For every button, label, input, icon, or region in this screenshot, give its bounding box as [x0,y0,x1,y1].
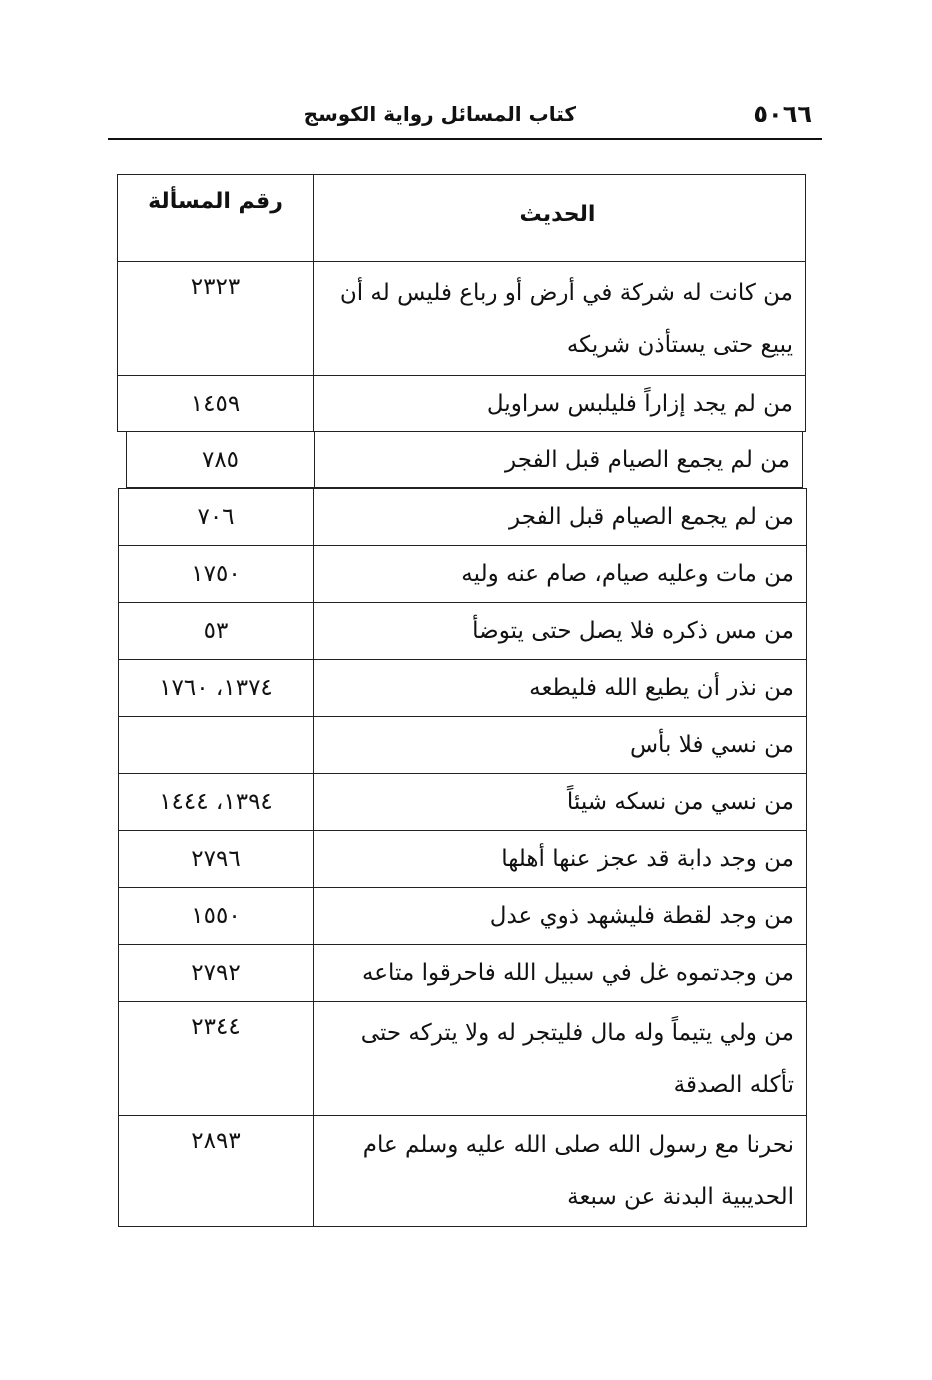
issue-number: ٢٧٩٢ [119,945,314,1002]
hadith-text: من لم يجمع الصيام قبل الفجر [314,489,807,546]
table-row [119,945,807,1002]
hadith-text: من مس ذكره فلا يصل حتى يتوضأ [314,603,807,660]
issue-number: ١٣٩٤، ١٤٤٤ [119,774,314,831]
issue-number: ٥٣ [119,603,314,660]
hadith-text: من ولي يتيماً وله مال فليتجر له ولا يتركه حتى تأكله الصدقة [314,1002,807,1116]
issue-number: ١٧٥٠ [119,546,314,603]
page-number: ٥٠٦٦ [753,100,812,128]
table-row [119,717,807,774]
issue-number: ٢٨٩٣ [119,1116,314,1227]
hadith-index-table-part-2 [126,431,803,488]
hadith-text: من وجد لقطة فليشهد ذوي عدل [314,888,807,945]
table-header-row [118,175,806,262]
issue-number: ٢٣٤٤ [119,1002,314,1116]
hadith-text: من نسي فلا بأس [314,717,807,774]
table-row [119,1116,807,1227]
header-rule [108,138,822,140]
hadith-text: من نذر أن يطيع الله فليطعه [314,660,807,717]
table-row [127,432,803,488]
hadith-text: من نسي من نسكه شيئاً [314,774,807,831]
hadith-text: من لم يجد إزاراً فليلبس سراويل [314,376,806,432]
issue-number: ١٤٥٩ [118,376,314,432]
issue-number: ١٣٧٤، ١٧٦٠ [119,660,314,717]
hadith-index-table-part-3 [118,488,807,1227]
table-row [119,1002,807,1116]
issue-number: ٧٨٥ [127,432,315,488]
table-row [119,546,807,603]
hadith-text: من وجد دابة قد عجز عنها أهلها [314,831,807,888]
issue-number: ٧٠٦ [119,489,314,546]
column-header-issue-number: رقم المسألة [118,175,314,262]
table-row [118,376,806,432]
table-row [119,831,807,888]
issue-number: ٢٣٢٣ [118,262,314,376]
table-row [118,262,806,376]
hadith-text: من كانت له شركة في أرض أو رباع فليس له أن يبيع حتى يستأذن شريكه [314,262,806,376]
column-header-hadith: الحديث [314,175,806,262]
issue-number: ١٥٥٠ [119,888,314,945]
table-row [119,774,807,831]
hadith-text: من وجدتموه غل في سبيل الله فاحرقوا متاعه [314,945,807,1002]
table-row [119,660,807,717]
hadith-text: من مات وعليه صيام، صام عنه وليه [314,546,807,603]
hadith-text: نحرنا مع رسول الله صلى الله عليه وسلم عام الحديبية البدنة عن سبعة [314,1116,807,1227]
issue-number: ٢٧٩٦ [119,831,314,888]
table-row [119,603,807,660]
hadith-text: من لم يجمع الصيام قبل الفجر [315,432,803,488]
hadith-index-table-part-1 [117,174,806,432]
issue-number [119,717,314,774]
table-row [119,888,807,945]
running-title: كتاب المسائل رواية الكوسج [303,102,576,126]
page-header [108,96,820,136]
table-row [119,489,807,546]
